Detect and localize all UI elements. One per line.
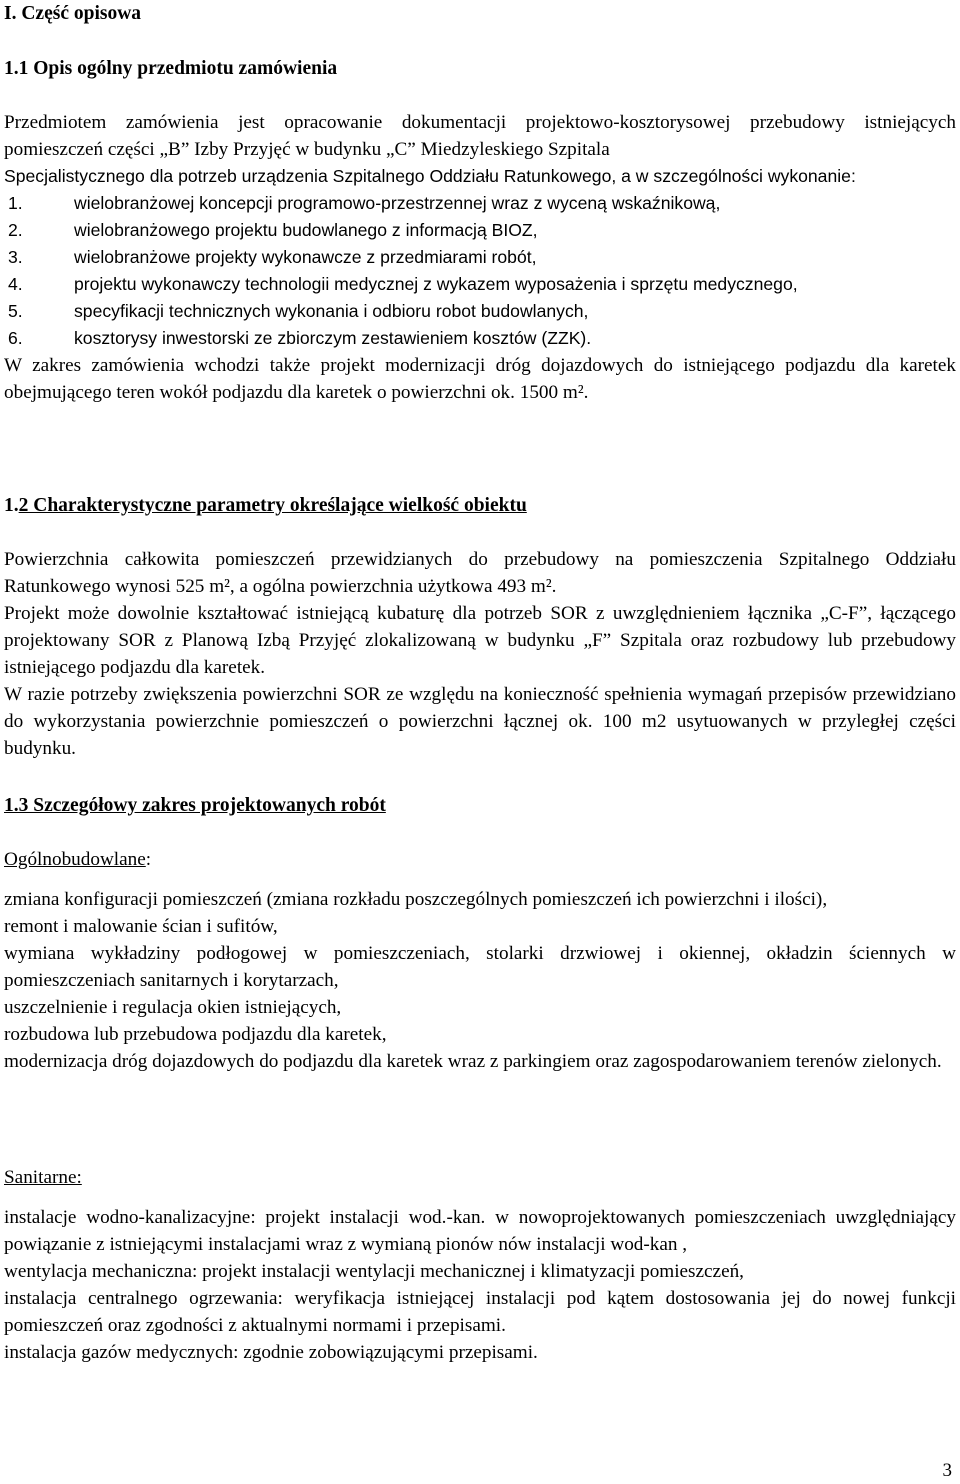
general-construction-colon: :: [145, 849, 152, 870]
list-item-number: 3.: [8, 247, 23, 267]
intro-paragraph-sans: Specjalistycznego dla potrzeb urządzenia Szpitalnego Oddziału Ratunkowego, a w szczególności wykonanie:: [4, 166, 856, 186]
list-item: [4, 244, 956, 271]
list-item-number: 1.: [8, 193, 23, 213]
area-paragraph: Powierzchnia całkowita pomieszczeń przewidzianych do przebudowy na pomieszczenia Szpitalnego Oddziału Ratunkowego wynosi 525 m², a ogólna powierzchnia użytkowa 493 m².: [4, 549, 956, 597]
sanitary-heading: Sanitarne:: [4, 1167, 82, 1188]
general-construction-list: [4, 886, 956, 1075]
deliverables-list: [4, 190, 956, 352]
section-1-1-body: [4, 109, 956, 406]
sanitary-line: instalacja centralnego ogrzewania: weryfikacja istniejącej instalacji pod kątem dostosowania jej do nowej funkcji pomieszczeń oraz zgodności z aktualnymi normami i przepisami.: [4, 1288, 956, 1336]
sanitary-list: [4, 1204, 956, 1366]
list-item-number: 2.: [8, 220, 23, 240]
sanitary-line: wentylacja mechaniczna: projekt instalacji wentylacji mechanicznej i klimatyzacji pomieszczeń,: [4, 1261, 744, 1282]
list-item: [4, 271, 956, 298]
works-line: modernizacja dróg dojazdowych do podjazdu dla karetek wraz z parkingiem oraz zagospodarowaniem terenów zielonych.: [4, 1051, 942, 1072]
design-paragraph: Projekt może dowolnie kształtować istniejącą kubaturę dla potrzeb SOR z uwzględnieniem łącznika „C-F”, łączącego projektowany SOR z Planową Izbą Przyjęć zlokalizowaną w budynku „F” Szpitala oraz rozbudowy lub przebudowy istniejącego podjazdu dla karetek.: [4, 603, 956, 678]
works-line: remont i malowanie ścian i sufitów,: [4, 916, 278, 937]
list-item-text: specyfikacji technicznych wykonania i odbioru robot budowlanych,: [74, 301, 589, 321]
heading-1-2-number: 1.: [4, 495, 19, 516]
sanitary-line: instalacja gazów medycznych: zgodnie zobowiązującymi przepisami.: [4, 1342, 538, 1363]
list-item-text: wielobranżowego projektu budowlanego z informacją BIOZ,: [74, 220, 538, 240]
works-line: uszczelnienie i regulacja okien istniejących,: [4, 997, 342, 1018]
expansion-paragraph: W razie potrzeby zwiększenia powierzchni SOR ze względu na konieczność spełnienia wymagań przepisów przewidziano do wykorzystania powierzchnie pomieszczeń o powierzchni łącznej ok. 100 m2 usytuowanych w przyległej części budynku.: [4, 684, 956, 759]
list-item: [4, 190, 956, 217]
list-item: [4, 217, 956, 244]
list-item-number: 4.: [8, 274, 23, 294]
heading-1-3: 1.3 Szczegółowy zakres projektowanych robót: [4, 795, 386, 816]
list-item-text: wielobranżowe projekty wykonawcze z przedmiarami robót,: [74, 247, 537, 267]
works-line: zmiana konfiguracji pomieszczeń (zmiana rozkładu poszczególnych pomieszczeń ich powierzchni i ilości),: [4, 889, 828, 910]
heading-1-1: 1.1 Opis ogólny przedmiotu zamówienia: [4, 58, 338, 79]
page-number: 3: [942, 1460, 952, 1481]
list-item-text: wielobranżowej koncepcji programowo-przestrzennej wraz z wyceną wskaźnikową,: [74, 193, 721, 213]
heading-1-2: [4, 492, 956, 519]
scope-extension-paragraph: W zakres zamówienia wchodzi także projekt modernizacji dróg dojazdowych do istniejącego podjazdu dla karetek obejmującego teren wokół podjazdu dla karetek o powierzchni ok. 1500 m².: [4, 355, 956, 403]
sanitary-line: instalacje wodno-kanalizacyjne: projekt instalacji wod.-kan. w nowoprojektowanych pomieszczeniach uwzględniający powiązanie z istniejącymi instalacjami wraz z wymianą pionów nów instalacji wod-kan ,: [4, 1207, 956, 1255]
list-item-text: projektu wykonawczy technologii medycznej z wykazem wyposażenia i sprzętu medycznego,: [74, 274, 798, 294]
list-item-number: 5.: [8, 301, 23, 321]
works-line: rozbudowa lub przebudowa podjazdu dla karetek,: [4, 1024, 387, 1045]
intro-paragraph-serif: Przedmiotem zamówienia jest opracowanie dokumentacji projektowo-kosztorysowej przebudowy istniejących pomieszczeń części „B” Izby Przyjęć w budynku „C” Miedzyleskiego Szpitala: [4, 112, 956, 160]
section-title: I. Część opisowa: [4, 3, 142, 24]
list-item-text: kosztorysy inwestorski ze zbiorczym zestawieniem kosztów (ZZK).: [74, 328, 592, 348]
list-item: [4, 325, 956, 352]
list-item-number: 6.: [8, 328, 23, 348]
general-construction-heading: [4, 846, 956, 873]
section-1-2-body: [4, 546, 956, 762]
list-item: [4, 298, 956, 325]
works-line: wymiana wykładziny podłogowej w pomieszczeniach, stolarki drzwiowej i okiennej, okładzin ściennych w pomieszczeniach sanitarnych i korytarzach,: [4, 943, 956, 991]
heading-1-2-text: 2 Charakterystyczne parametry określające wielkość obiektu: [18, 495, 527, 516]
general-construction-label: Ogólnobudowlane: [4, 849, 146, 870]
